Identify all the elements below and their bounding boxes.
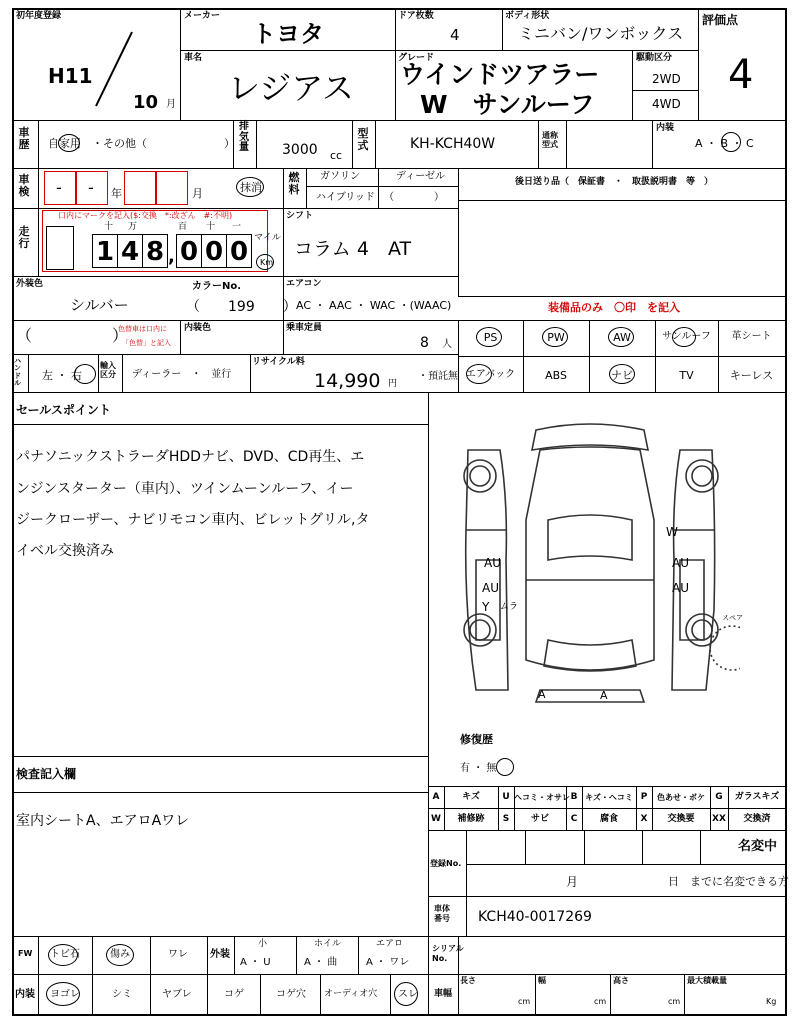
equip-ps: PS: [483, 331, 498, 344]
doors-label: ドア枚数: [398, 11, 434, 21]
capacity-value: 8: [420, 335, 429, 351]
aero-options: A ・ ワレ: [366, 957, 410, 968]
displacement-value: 3000: [282, 142, 318, 158]
size-label: 車幅: [434, 989, 453, 999]
mileage-digit: 0: [201, 234, 227, 268]
mileage-digit: 0: [226, 234, 252, 268]
equip-airbag: エアバック: [465, 369, 516, 380]
equip-navi: ナビ: [611, 369, 633, 382]
inspection-dash2: -: [88, 178, 94, 197]
car-name-value: レジアス: [228, 69, 354, 107]
aircon-value: AC ・ AAC ・ WAC ・(WAAC): [296, 299, 452, 312]
shift-value: コラム 4 AT: [294, 238, 412, 260]
damage-mark: ムラ: [500, 602, 519, 612]
damage-mark: W: [666, 525, 678, 539]
handle-label: ハ ン ド ル: [14, 357, 21, 388]
registration-day-note: 日 までに名変できる方: [668, 875, 789, 888]
color-value: シルバー: [70, 296, 129, 314]
fuel-paren: （ ）: [384, 192, 444, 203]
small-options: A ・ U: [240, 957, 271, 968]
history-options: 自家用 ・その他（ ）: [48, 137, 235, 150]
fw-item: ワレ: [168, 949, 188, 960]
damage-mark: A: [538, 688, 546, 701]
import-options: ディーラー ・ 並行: [132, 369, 232, 380]
displacement-label: 排 気 量: [239, 121, 249, 153]
mileage-digit: 0: [176, 234, 202, 268]
damage-mark: Y: [482, 600, 490, 614]
first-reg-label: 初年度登録: [16, 11, 62, 21]
first-reg-month: 10: [133, 92, 159, 113]
fuel-diesel: ディーゼル: [396, 171, 445, 182]
history-label: 車 歴: [18, 126, 30, 151]
equip-keyless: キーレス: [729, 369, 774, 382]
drive-label: 駆動区分: [636, 53, 673, 63]
capacity-unit: 人: [442, 339, 452, 350]
mileage-note: 口内にマークを記入($:交換 *:改ざん #:不明): [58, 211, 233, 220]
shift-label: シフト: [286, 211, 314, 221]
inspection-dash1: -: [56, 178, 62, 197]
first-reg-era: H11: [48, 64, 93, 88]
inspection-notes-label: 検査記入欄: [16, 767, 77, 781]
spare-label: スペア: [722, 614, 743, 622]
color-no-label: カラーNo.: [192, 281, 242, 292]
equip-abs: ABS: [545, 369, 567, 382]
recycle-label: リサイクル料: [252, 357, 305, 367]
inspection-none-circle: [236, 177, 264, 197]
inspection-label: 車 検: [18, 173, 30, 198]
car-name-label: 車名: [184, 53, 203, 63]
chassis-value: KCH40-0017269: [478, 909, 592, 925]
color-label: 外装色: [16, 279, 44, 289]
drive-4wd: 4WD: [652, 97, 681, 111]
month-unit: 月: [166, 99, 176, 110]
grade-label: グレード: [398, 53, 435, 63]
damage-mark: AU: [482, 581, 499, 595]
interior-circle: [721, 132, 741, 152]
int-label: 内装: [15, 989, 35, 1000]
doors-value: 4: [450, 26, 460, 44]
color-change-note2: 「色替」と記入: [122, 339, 171, 347]
inspection-year-unit: 年: [111, 187, 122, 200]
color-no-value: （ 199 ）: [186, 299, 297, 315]
registration-label: 登録No.: [430, 859, 462, 868]
repair-options: 有 ・ 無: [460, 763, 497, 774]
recycle-yen: 円: [388, 379, 398, 389]
sales-label: セールスポイント: [16, 403, 111, 417]
model-label: 型 式: [357, 127, 369, 152]
sales-line: ジークローザー、ナビリモコン車内、ビレットグリル,タ: [16, 512, 370, 528]
color-change-note1: 色替車は口内に: [118, 325, 167, 333]
body-value: ミニバン/ワンボックス: [518, 24, 684, 43]
score-label: 評価点: [702, 13, 739, 27]
history-circle: [58, 134, 80, 152]
equip-pw: PW: [547, 331, 565, 344]
fuel-hybrid: ハイブリッド: [316, 192, 375, 203]
equip-aw: AW: [613, 331, 631, 344]
damage-mark: AU: [672, 581, 689, 595]
equip-sunroof: サンルーフ: [662, 331, 711, 342]
inspection-notes-text: 室内シートA、エアロAワレ: [16, 813, 190, 829]
common-model-label: 通称 型式: [542, 131, 558, 149]
model-value: KH-KCH40W: [410, 136, 496, 152]
body-label: ボディ形状: [505, 11, 550, 21]
maker-value: トヨタ: [252, 20, 324, 48]
drive-2wd: 2WD: [652, 72, 681, 86]
score-value: 4: [728, 52, 754, 98]
mileage-digit: 1: [92, 234, 118, 268]
grade-line2: W サンルーフ: [420, 90, 595, 119]
ext-label: 外装: [210, 949, 230, 960]
interior-color-label: 内装色: [184, 323, 212, 333]
recycle-deposit: ・預託無: [418, 371, 458, 382]
sales-line: イベル交換済み: [16, 543, 114, 559]
fw-item: 傷み: [110, 949, 130, 960]
import-label: 輸入 区分: [100, 361, 116, 379]
mileage-digit: 8: [142, 234, 168, 268]
mileage-comma: ,: [168, 246, 175, 267]
fuel-gasoline: ガソリン: [320, 171, 360, 182]
equip-tv: TV: [679, 369, 694, 382]
km-circle: [256, 254, 274, 270]
registration-month: 月: [566, 875, 579, 889]
chassis-label: 車体 番号: [434, 904, 450, 923]
interior-options: A ・ B ・ C: [695, 137, 754, 150]
damage-mark: AU: [672, 556, 689, 570]
aircon-label: エアコン: [286, 279, 322, 289]
name-change: 名変中: [738, 839, 778, 854]
equip-leather: 革シート: [731, 331, 772, 342]
grade-line1: ウインドツアラー: [400, 60, 600, 89]
maker-label: メーカー: [184, 11, 220, 21]
sales-line: パナソニックストラーダHDDナビ、DVD、CD再生、エ: [16, 449, 365, 465]
damage-mark: A: [600, 689, 608, 702]
interior-label: 内装: [656, 123, 675, 133]
mileage-unit-km: Km: [260, 258, 274, 267]
fuel-label: 燃 料: [288, 171, 300, 196]
wheel-options: A ・ 曲: [304, 957, 338, 968]
sales-line: ンジンスターター（車内）、ツインムーンルーフ、イー: [16, 481, 354, 497]
paren-row: （ ）: [16, 326, 129, 345]
later-items-label: 後日送り品（ 保証書 ・ 取扱説明書 等 ）: [515, 177, 714, 187]
mileage-unit-mile: マイル: [254, 233, 281, 243]
repair-label: 修復歴: [460, 733, 493, 746]
serial-label: シリアル No.: [432, 944, 464, 963]
handle-options: 左 ・ 右: [42, 369, 82, 382]
mileage-label: 走 行: [18, 225, 30, 250]
capacity-label: 乗車定員: [286, 323, 323, 333]
displacement-unit: cc: [330, 149, 343, 162]
damage-mark: AU: [484, 556, 501, 570]
fw-item: トビ石: [50, 949, 80, 960]
mileage-digit: 4: [117, 234, 143, 268]
fw-label: FW: [18, 949, 33, 958]
equipment-label: 装備品のみ 〇印 を記入: [548, 301, 680, 314]
repair-circle: [496, 758, 514, 776]
inspection-none: 抹消: [240, 181, 262, 194]
inspection-month-unit: 月: [192, 187, 203, 200]
recycle-value: 14,990: [314, 370, 381, 392]
